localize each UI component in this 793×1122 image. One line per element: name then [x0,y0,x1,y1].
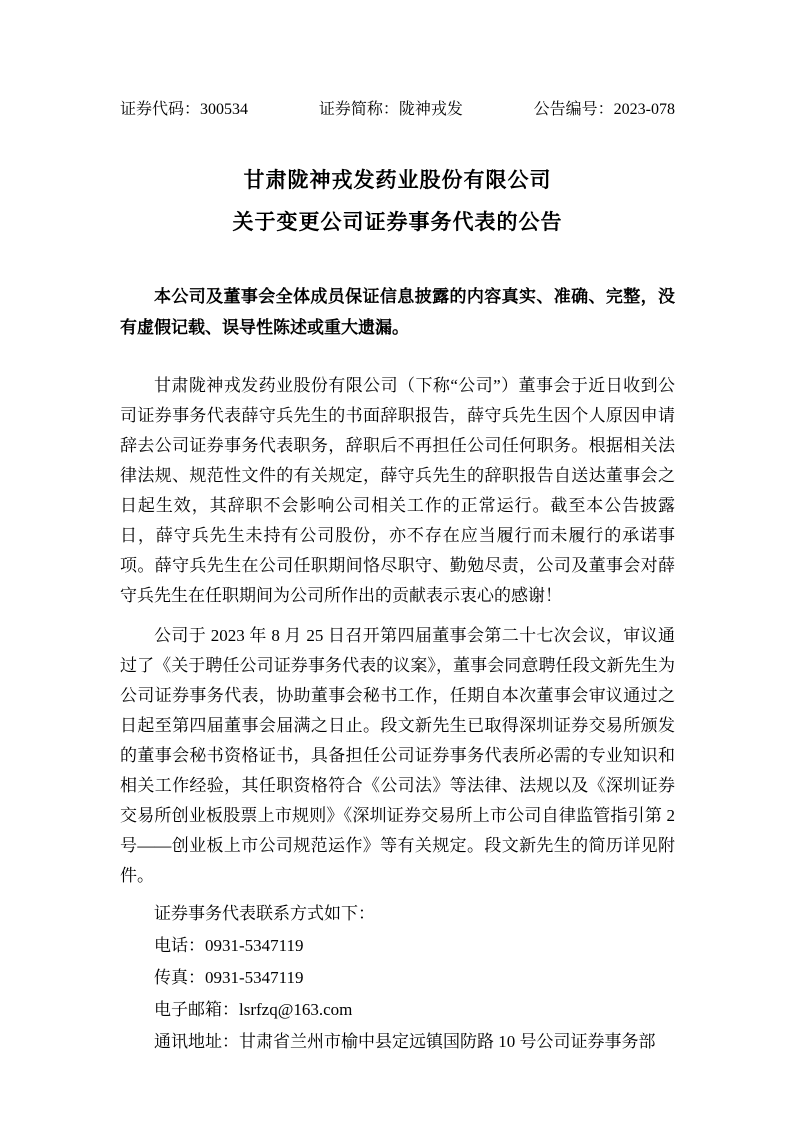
contact-intro-line: 证券事务代表联系方式如下： [154,904,375,923]
body-paragraph-appointment: 公司于 2023 年 8 月 25 日召开第四届董事会第二十七次会议，审议通过了《关于聘任公司证券事务代表的议案》，董事会同意聘任段文新先生为公司证券事务代表，协助董事会秘书工作，任期自本次董事会审议通过之日起至第四届董事会届满之日止。段文新先生已取得深圳证券交易所颁发的董事会秘书资格证书，具备担任公司证券事务代表所必需的专业知识和相关工作经验，其任职资格符合《公司法》等法律、法规以及《深圳证券交易所创业板股票上市规则》《深圳证券交易所上市公司自律监管指引第 2 号——创业板上市公司规范运作》等有关规定。段文新先生的简历详见附件。 [120,626,675,885]
stock-code-label: 证券代码：300534 [120,101,249,118]
document-header [120,100,675,120]
page-subtitle: 关于变更公司证券事务代表的公告 [232,210,563,234]
contact-fax-line: 传真：0931-5347119 [154,968,304,987]
contact-phone-line: 电话：0931-5347119 [154,936,304,955]
contact-email-line: 电子邮箱：lsrfzq@163.com [154,1000,353,1019]
disclaimer-paragraph: 本公司及董事会全体成员保证信息披露的内容真实、准确、完整，没有虚假记载、误导性陈述或重大遗漏。 [120,287,675,337]
announcement-number-label: 公告编号：2023-078 [533,101,675,118]
page-title: 甘肃陇神戎发药业股份有限公司 [243,168,552,192]
body-paragraph-resignation: 甘肃陇神戎发药业股份有限公司（下称“公司”）董事会于近日收到公司证券事务代表薛守兵先生的书面辞职报告，薛守兵先生因个人原因申请辞去公司证券事务代表职务，辞职后不再担任公司任何职务。根据相关法律法规、规范性文件的有关规定，薛守兵先生的辞职报告自送达董事会之日起生效，其辞职不会影响公司相关工作的正常运行。截至本公告披露日，薛守兵先生未持有公司股份，亦不存在应当履行而未履行的承诺事项。薛守兵先生在公司任职期间恪尽职守、勤勉尽责，公司及董事会对薛守兵先生在任职期间为公司所作出的贡献表示衷心的感谢！ [120,376,675,605]
contact-address-line: 通讯地址：甘肃省兰州市榆中县定远镇国防路 10 号公司证券事务部 [154,1032,656,1051]
stock-short-name-label: 证券简称：陇神戎发 [318,101,463,118]
